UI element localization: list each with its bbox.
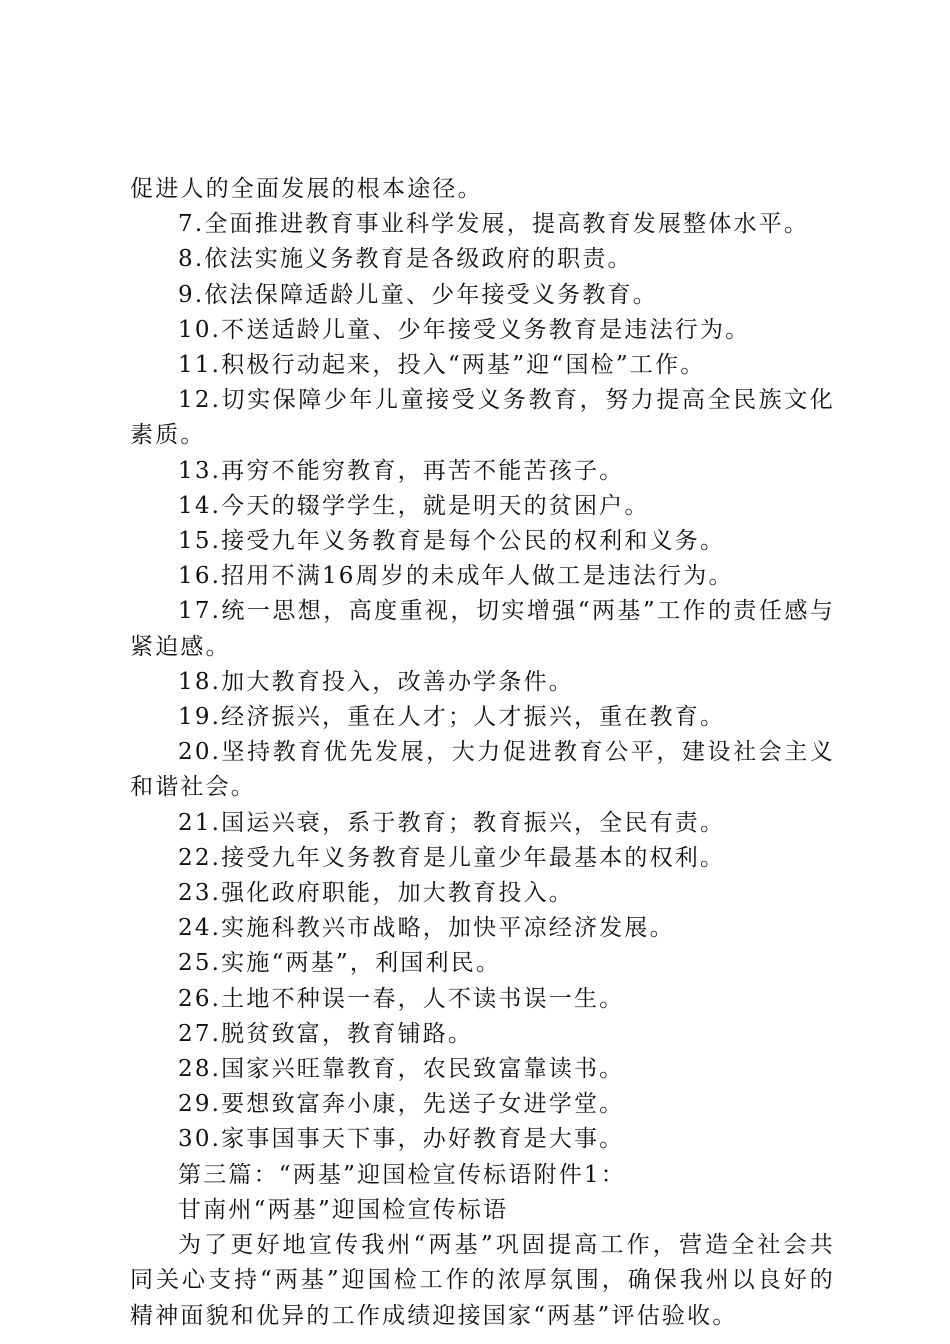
- paragraph: 17.统一思想，高度重视，切实增强“两基”工作的责任感与紧迫感。: [130, 598, 835, 660]
- paragraph: 21.国运兴衰，系于教育；教育振兴，全民有责。: [178, 809, 726, 836]
- paragraph: 15.接受九年义务教育是每个公民的权利和义务。: [178, 528, 726, 555]
- paragraph: 27.脱贫致富，教育铺路。: [178, 1020, 474, 1047]
- paragraph: 23.强化政府职能，加大教育投入。: [178, 880, 574, 907]
- paragraph: 16.招用不满16周岁的未成年人做工是违法行为。: [178, 563, 734, 590]
- paragraph: 26.土地不种误一春，人不读书误一生。: [178, 985, 625, 1012]
- paragraph: 30.家事国事天下事，办好教育是大事。: [178, 1126, 625, 1153]
- paragraph: 28.国家兴旺靠教育，农民致富靠读书。: [178, 1056, 625, 1083]
- paragraph: 19.经济振兴，重在人才；人才振兴，重在教育。: [178, 704, 726, 731]
- paragraph: 为了更好地宣传我州“两基”巩固提高工作，营造全社会共同关心支持“两基”迎国检工作的浓厚氛围，确保我州以良好的精神面貌和优异的工作成绩迎接国家“两基”评估验收。: [130, 1232, 835, 1329]
- paragraph: 25.实施“两基”，利国利民。: [178, 950, 502, 977]
- paragraph: 29.要想致富奔小康，先送子女进学堂。: [178, 1091, 625, 1118]
- paragraph: 12.切实保障少年儿童接受义务教育，努力提高全民族文化素质。: [130, 387, 835, 449]
- paragraph: 18.加大教育投入，改善办学条件。: [178, 668, 574, 695]
- paragraph: 20.坚持教育优先发展，大力促进教育公平，建设社会主义和谐社会。: [130, 739, 835, 801]
- paragraph: 8.依法实施义务教育是各级政府的职责。: [178, 246, 633, 273]
- paragraph: 促进人的全面发展的根本途径。: [130, 176, 483, 202]
- paragraph: 7.全面推进教育事业科学发展，提高教育发展整体水平。: [178, 211, 810, 238]
- paragraph: 10.不送适龄儿童、少年接受义务教育是违法行为。: [178, 316, 751, 343]
- paragraph: 13.再穷不能穷教育，再苦不能苦孩子。: [178, 457, 625, 484]
- paragraph: 11.积极行动起来，投入“两基”迎“国检”工作。: [178, 352, 706, 379]
- paragraph: 甘南州“两基”迎国检宣传标语: [178, 1196, 509, 1223]
- paragraph: 第三篇：“两基”迎国检宣传标语附件1：: [178, 1161, 626, 1188]
- paragraph: 24.实施科教兴市战略，加快平凉经济发展。: [178, 915, 675, 942]
- paragraph: 9.依法保障适龄儿童、少年接受义务教育。: [178, 281, 658, 308]
- document-body: [130, 172, 835, 1334]
- paragraph: 22.接受九年义务教育是儿童少年最基本的权利。: [178, 844, 726, 871]
- paragraph: 14.今天的辍学学生，就是明天的贫困户。: [178, 492, 650, 519]
